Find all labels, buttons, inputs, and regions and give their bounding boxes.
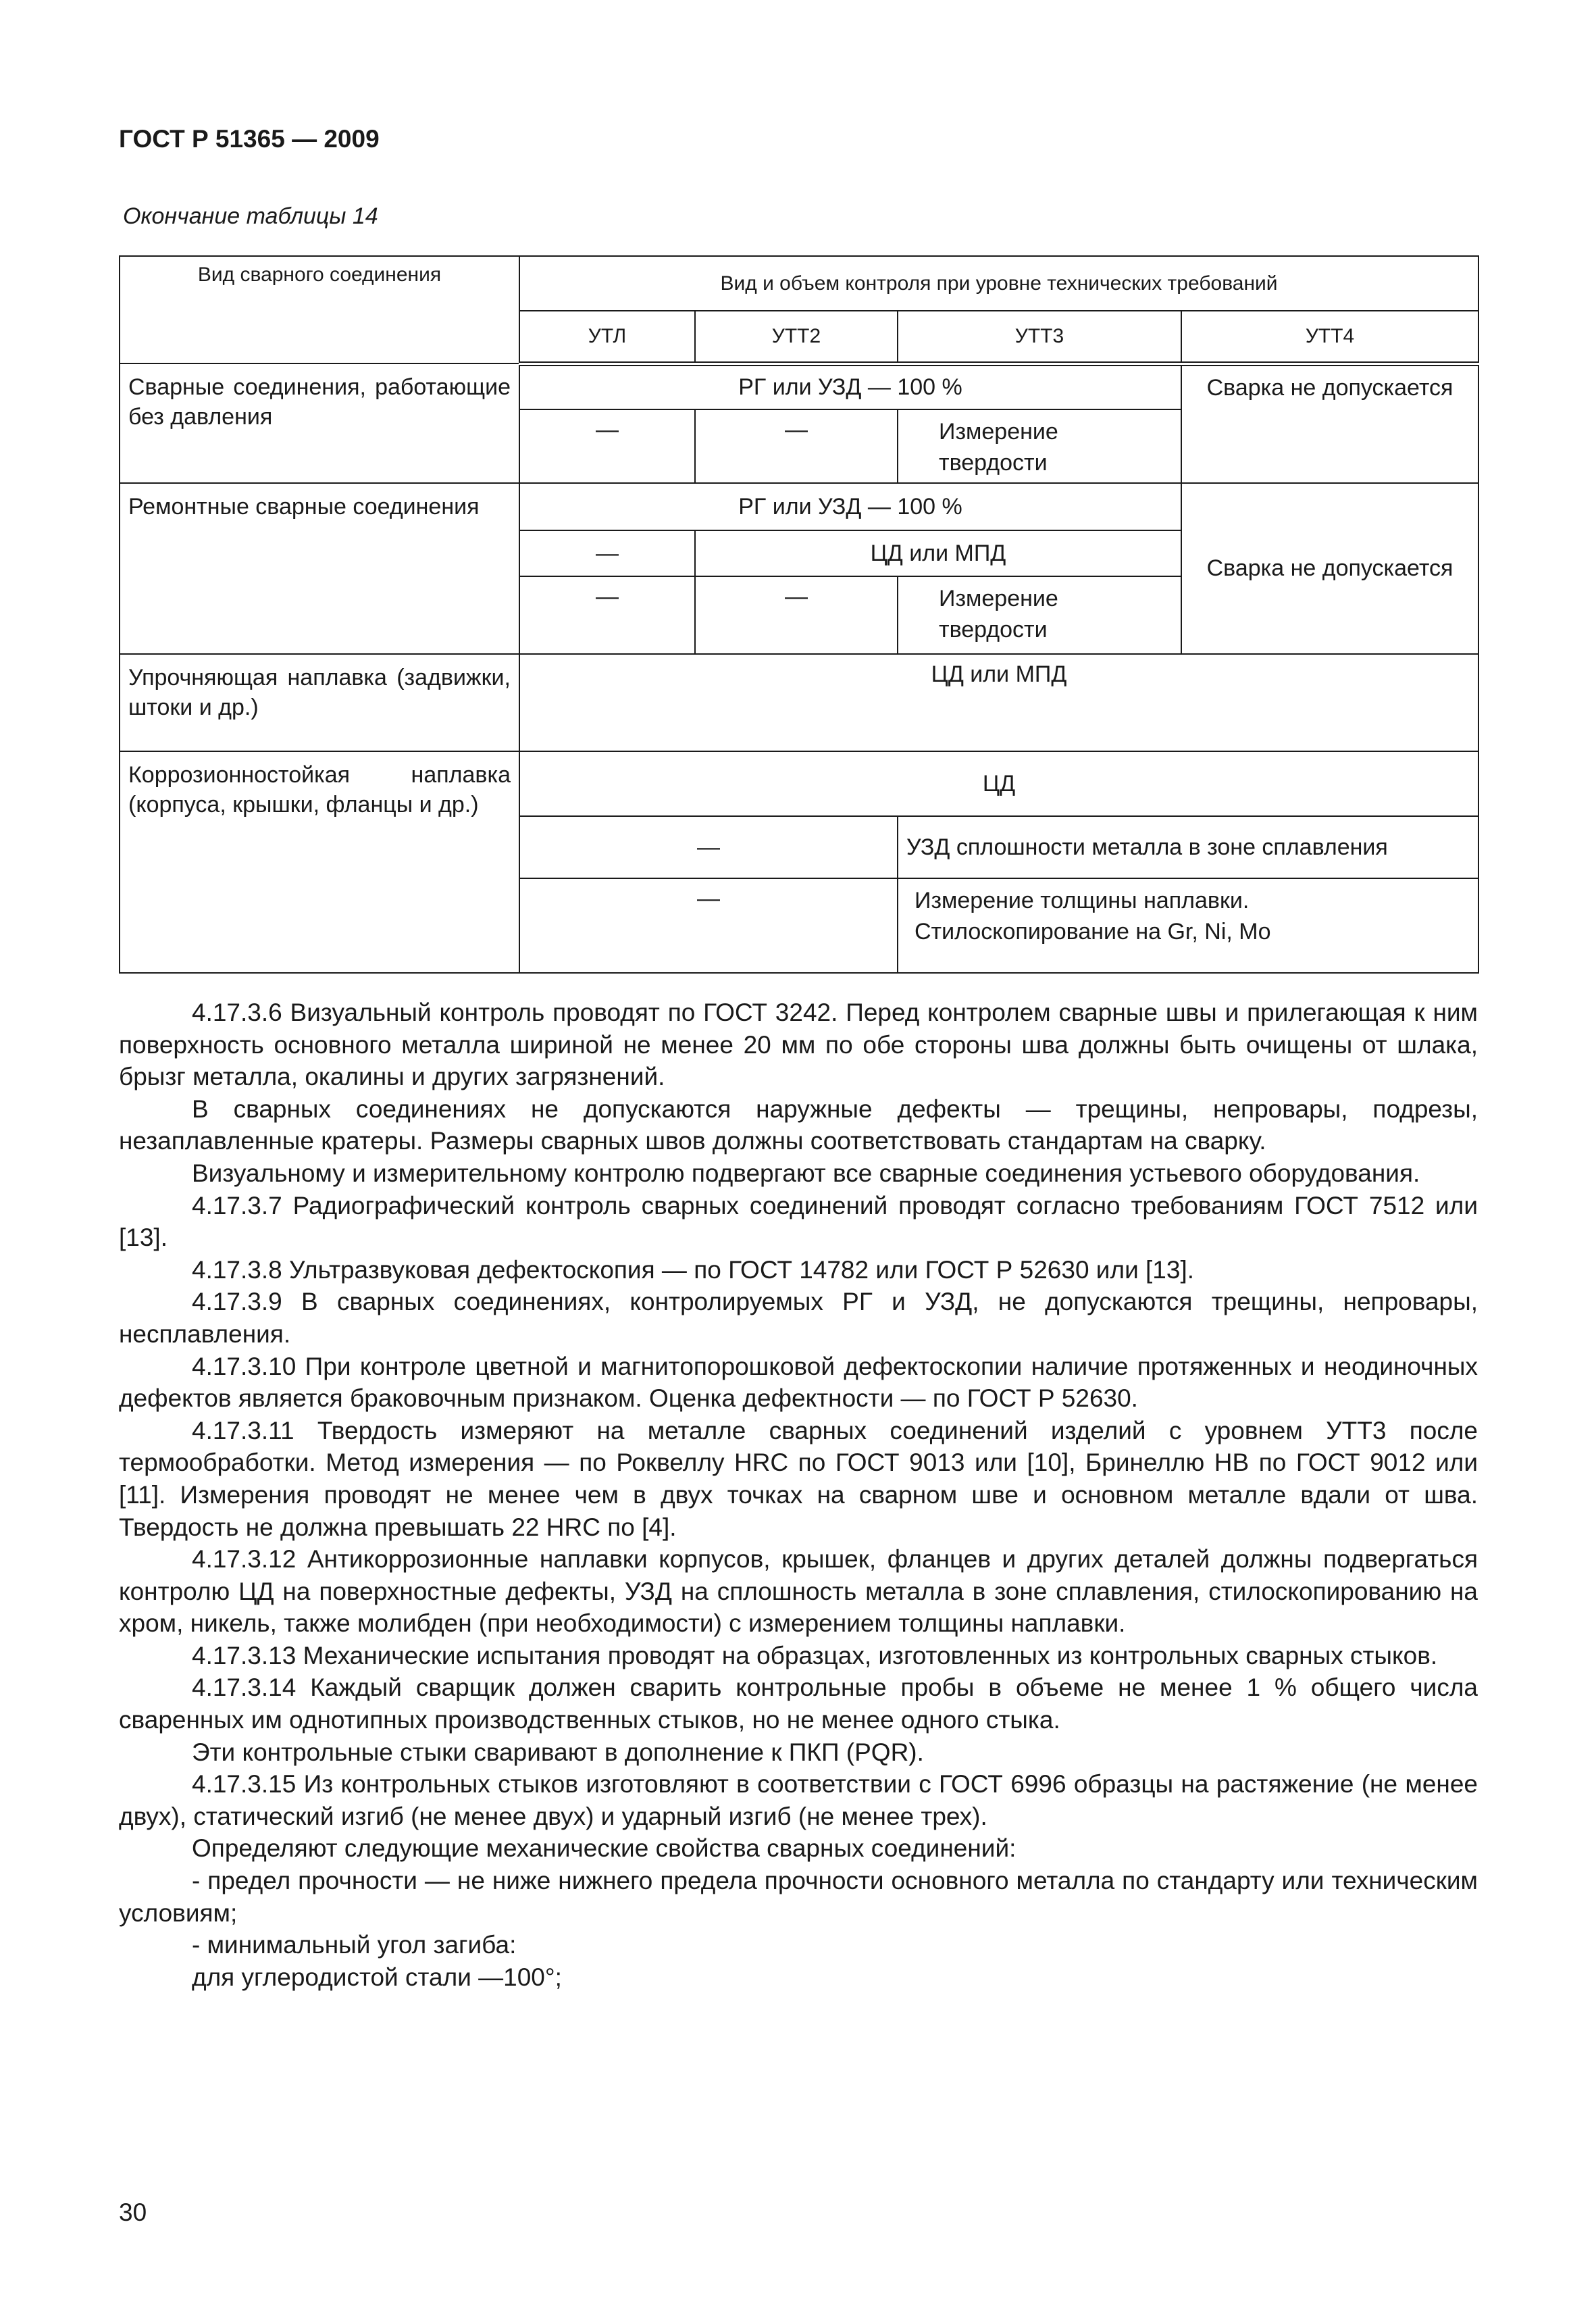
table-caption: Окончание таблицы 14 [123,203,378,229]
cell-welding-not-allowed: Сварка не допускается [1181,483,1478,654]
cell-dash: — [519,530,695,576]
cell-thickness-measurement: Измерение толщины наплавки. Стилоскопирование на Gr, Ni, Mo [898,878,1478,973]
paragraph: 4.17.3.14 Каждый сварщик должен сварить контрольные пробы в объеме не менее 1 % общего числа сваренных им однотипных производственных стыков, но не менее одного стыка. [119,1674,1478,1734]
cell-hardness-measurement: Измерение твердости [898,409,1181,483]
col-header-utl: УТЛ [519,311,695,363]
col-header-utt4: УТТ4 [1181,311,1478,363]
body-text [119,997,1478,1993]
cell-cd: ЦД [519,751,1478,816]
paragraph: 4.17.3.7 Радиографический контроль сварных соединений проводят согласно требованиям ГОСТ 7512 или [13]. [119,1191,1478,1252]
cell-cd-or-mpd: ЦД или МПД [519,654,1478,751]
paragraph: В сварных соединениях не допускаются наружные дефекты — трещины, непровары, подрезы, незаплавленные кратеры. Размеры сварных швов должны соответствовать стандартам на сварку. [119,1095,1478,1155]
cell-dash: — [519,816,898,878]
paragraph: - минимальный угол загиба: [192,1931,517,1959]
paragraph: 4.17.3.12 Антикоррозионные наплавки корпусов, крышек, фланцев и других деталей должны подвергаться контролю ЦД на поверхностные дефекты, УЗД на сплошность металла в зоне сплавления, стилоскопированию на хром, никель, также молибден (при необходимости) с измерением толщины наплавки. [119,1545,1478,1638]
paragraph: 4.17.3.8 Ультразвуковая дефектоскопия — по ГОСТ 14782 или ГОСТ Р 52630 или [13]. [192,1255,1195,1284]
cell-dash: — [519,409,695,483]
page-number: 30 [119,2198,147,2226]
paragraph: - предел прочности — не ниже нижнего предела прочности основного металла по стандарту или техническим условиям; [119,1867,1478,1927]
cell-uzd-fusion-zone: УЗД сплошности металла в зоне сплавления [898,816,1478,878]
row-label-pressureless: Сварные соединения, работающие без давления [120,363,519,483]
col-header-group: Вид и объем контроля при уровне технических требований [519,256,1478,311]
paragraph: 4.17.3.9 В сварных соединениях, контролируемых РГ и УЗД, не допускаются трещины, непровары, несплавления. [119,1288,1478,1348]
col-header-utt3: УТТ3 [898,311,1181,363]
paragraph: 4.17.3.10 При контроле цветной и магнитопорошковой дефектоскопии наличие протяженных и неодиночных дефектов является браковочным признаком. Оценка дефектности — по ГОСТ Р 52630. [119,1352,1478,1413]
col-header-utt2: УТТ2 [695,311,898,363]
paragraph: 4.17.3.6 Визуальный контроль проводят по ГОСТ 3242. Перед контролем сварные швы и прилегающая к ним поверхность основного металла шириной не менее 20 мм по обе стороны шва должны быть очищены от шлака, брызг металла, окалины и других загрязнений. [119,999,1478,1091]
paragraph: для углеродистой стали —100°; [192,1963,562,1991]
paragraph: Визуальному и измерительному контролю подвергают все сварные соединения устьевого оборудования. [192,1159,1420,1187]
row-label-repair: Ремонтные сварные соединения [120,483,519,654]
cell-hardness-measurement: Измерение твердости [898,576,1181,654]
cell-dash: — [695,409,898,483]
paragraph: 4.17.3.13 Механические испытания проводят на образцах, изготовленных из контрольных сварных стыков. [192,1641,1438,1669]
row-label-hardening: Упрочняющая наплавка (задвижки, штоки и др.) [120,654,519,751]
cell-dash: — [519,878,898,973]
paragraph: Эти контрольные стыки сваривают в дополнение к ПКП (PQR). [192,1738,924,1766]
paragraph: 4.17.3.11 Твердость измеряют на металле сварных соединений изделий с уровнем УТТ3 после термообработки. Метод измерения — по Роквеллу HRC по ГОСТ 9013 или [10], Бринеллю HB по ГОСТ 9012 или [11]. Измерения проводят не менее чем в двух точках на сварном шве и основном металле вдали от шва. Твердость не должна превышать 22 HRC по [4]. [119,1416,1478,1541]
table-14 [119,255,1479,974]
document-code-header: ГОСТ Р 51365 — 2009 [119,125,380,153]
cell-cd-or-mpd: ЦД или МПД [695,530,1181,576]
col-header-joint-type: Вид сварного соединения [120,256,519,363]
cell-rg-uzd-100: РГ или УЗД — 100 % [519,483,1181,530]
paragraph: Определяют следующие механические свойства сварных соединений: [192,1834,1016,1863]
cell-rg-uzd-100: РГ или УЗД — 100 % [519,363,1181,409]
row-label-corrosion: Коррозионностойкая наплавка (корпуса, крышки, фланцы и др.) [120,751,519,973]
cell-dash: — [519,576,695,654]
cell-welding-not-allowed: Сварка не допускается [1181,363,1478,483]
cell-dash: — [695,576,898,654]
paragraph: 4.17.3.15 Из контрольных стыков изготовляют в соответствии с ГОСТ 6996 образцы на растяжение (не менее двух), статический изгиб (не менее двух) и ударный изгиб (не менее трех). [119,1770,1478,1830]
